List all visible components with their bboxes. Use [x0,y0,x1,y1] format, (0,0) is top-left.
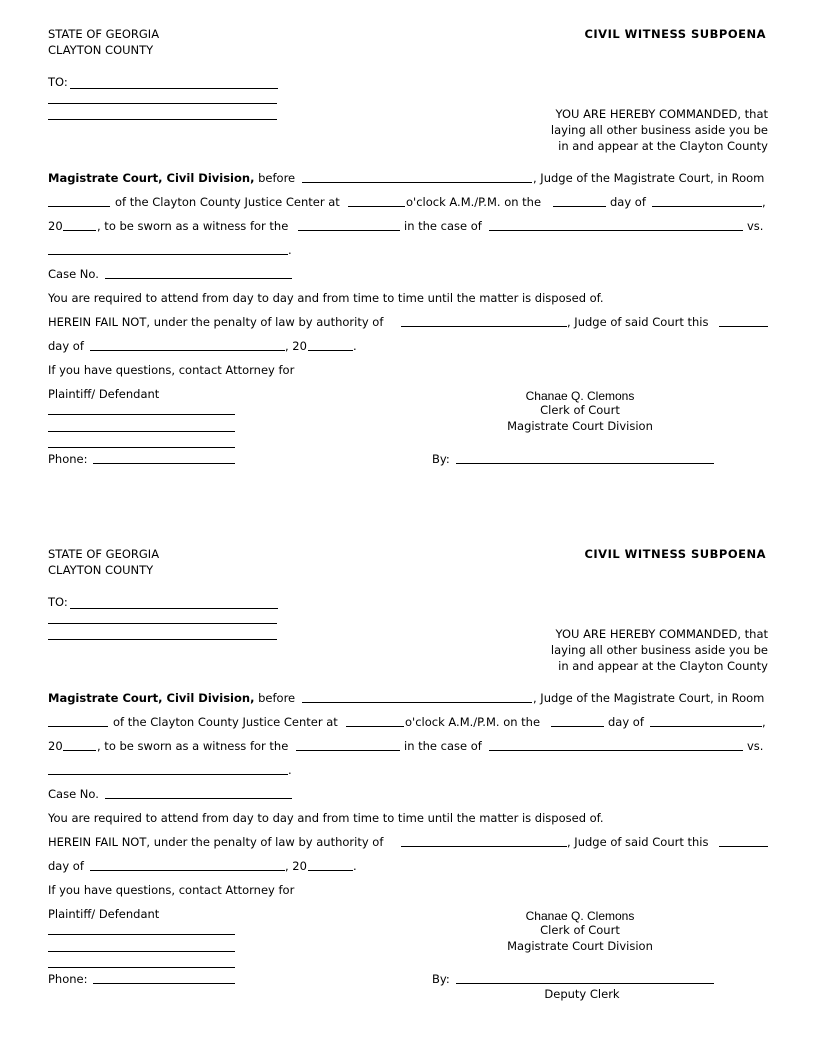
command-line-3: in and appear at the Clayton County [558,139,768,153]
state-label: STATE OF GEORGIA [48,547,160,561]
to-label: TO: [48,75,68,89]
period-label: . [288,243,292,257]
period-label: . [288,763,292,777]
case-no-field[interactable] [105,278,292,279]
party-field[interactable] [298,230,400,231]
comma-label: , [762,715,766,729]
time-field[interactable] [346,726,404,727]
questions-text: If you have questions, contact Attorney for [48,883,295,897]
judge-room-label: , Judge of the Magistrate Court, in Room [533,171,765,185]
subpoena-form-1 [0,0,816,520]
year-field[interactable] [63,750,96,751]
plaintiff-field[interactable] [489,750,743,751]
attend-text: You are required to attend from day to day and from time to time until the matter is disposed of. [48,291,604,305]
vs-label: vs. [747,739,764,753]
questions-text: If you have questions, contact Attorney for [48,363,295,377]
by-label: By: [432,452,450,466]
plaintiff-defendant-label: Plaintiff/ Defendant [48,907,160,921]
attorney-line-3[interactable] [48,967,235,968]
court-name: Magistrate Court, Civil Division, [48,171,255,185]
clerk-name: Chanae Q. Clemons [525,389,635,403]
day-of-label: day of [608,715,644,729]
month-field-2[interactable] [90,350,285,351]
clerk-name: Chanae Q. Clemons [525,909,635,923]
year-prefix-2: , 20 [285,859,307,873]
oclock-label: o'clock A.M./P.M. on the [405,715,541,729]
county-label: CLAYTON COUNTY [48,563,154,577]
phone-label: Phone: [48,452,88,466]
time-field[interactable] [348,206,405,207]
to-line-3[interactable] [48,119,277,120]
county-label: CLAYTON COUNTY [48,43,154,57]
year-field-2[interactable] [308,870,353,871]
period-label-2: . [353,339,357,353]
to-line-3[interactable] [48,639,277,640]
judge-this-label: , Judge of said Court this [567,315,709,329]
month-field-2[interactable] [90,870,285,871]
to-line-2[interactable] [48,623,277,624]
month-field[interactable] [652,206,762,207]
by-label: By: [432,972,450,986]
clerk-title: Clerk of Court [540,403,620,417]
year-prefix: 20 [48,739,63,753]
justice-center-label: of the Clayton County Justice Center at [115,195,340,209]
to-line-2[interactable] [48,103,277,104]
phone-field[interactable] [93,983,235,984]
attorney-line-1[interactable] [48,934,235,935]
command-line-1: YOU ARE HEREBY COMMANDED, that [555,627,768,641]
defendant-field[interactable] [48,254,288,255]
clerk-title: Clerk of Court [540,923,620,937]
form-title: CIVIL WITNESS SUBPOENA [584,27,766,41]
case-of-label: in the case of [404,739,482,753]
day-of-label-2: day of [48,859,84,873]
court-row [48,170,295,186]
room-field[interactable] [48,726,108,727]
year-field-2[interactable] [308,350,353,351]
plaintiff-field[interactable] [489,230,743,231]
attorney-line-2[interactable] [48,431,235,432]
subpoena-form-2 [0,520,816,1040]
this-day-field[interactable] [719,846,768,847]
day-of-label-2: day of [48,339,84,353]
sworn-label: , to be sworn as a witness for the [97,219,289,233]
phone-field[interactable] [93,463,235,464]
authority-field[interactable] [401,846,567,847]
period-label-2: . [353,859,357,873]
year-field[interactable] [63,230,96,231]
judge-room-label: , Judge of the Magistrate Court, in Room [533,691,765,705]
this-day-field[interactable] [719,326,768,327]
party-field[interactable] [296,750,400,751]
vs-label: vs. [747,219,764,233]
plaintiff-defendant-label: Plaintiff/ Defendant [48,387,160,401]
judge-this-label: , Judge of said Court this [567,835,709,849]
month-field[interactable] [650,726,762,727]
attend-text: You are required to attend from day to day and from time to time until the matter is disposed of. [48,811,604,825]
attorney-line-1[interactable] [48,414,235,415]
justice-center-label: of the Clayton County Justice Center at [113,715,338,729]
case-no-field[interactable] [105,798,292,799]
oclock-label: o'clock A.M./P.M. on the [406,195,542,209]
to-line-1[interactable] [70,88,278,89]
authority-field[interactable] [401,326,567,327]
attorney-line-3[interactable] [48,447,235,448]
case-no-label: Case No. [48,267,99,281]
signature-field[interactable] [456,463,714,464]
command-line-2: laying all other business aside you be [550,123,768,137]
court-row [48,690,295,706]
herein-text: HEREIN FAIL NOT, under the penalty of law by authority of [48,315,384,329]
clerk-division: Magistrate Court Division [507,419,653,433]
judge-name-field[interactable] [302,182,532,183]
day-field[interactable] [551,726,604,727]
phone-label: Phone: [48,972,88,986]
clerk-division: Magistrate Court Division [507,939,653,953]
day-of-label: day of [610,195,646,209]
case-of-label: in the case of [404,219,482,233]
sworn-label: , to be sworn as a witness for the [97,739,289,753]
case-no-label: Case No. [48,787,99,801]
before-label: before [258,171,296,185]
day-field[interactable] [553,206,606,207]
herein-text: HEREIN FAIL NOT, under the penalty of law by authority of [48,835,384,849]
court-name: Magistrate Court, Civil Division, [48,691,255,705]
year-prefix: 20 [48,219,63,233]
signature-field[interactable] [456,983,714,984]
command-line-3: in and appear at the Clayton County [558,659,768,673]
comma-label: , [762,195,766,209]
deputy-clerk-label: Deputy Clerk [544,987,620,1001]
room-field[interactable] [48,206,110,207]
before-label: before [258,691,296,705]
form-title: CIVIL WITNESS SUBPOENA [584,547,766,561]
command-line-1: YOU ARE HEREBY COMMANDED, that [555,107,768,121]
year-prefix-2: , 20 [285,339,307,353]
to-line-1[interactable] [70,608,278,609]
to-label: TO: [48,595,68,609]
defendant-field[interactable] [48,774,288,775]
judge-name-field[interactable] [302,702,532,703]
state-label: STATE OF GEORGIA [48,27,160,41]
attorney-line-2[interactable] [48,951,235,952]
command-line-2: laying all other business aside you be [550,643,768,657]
